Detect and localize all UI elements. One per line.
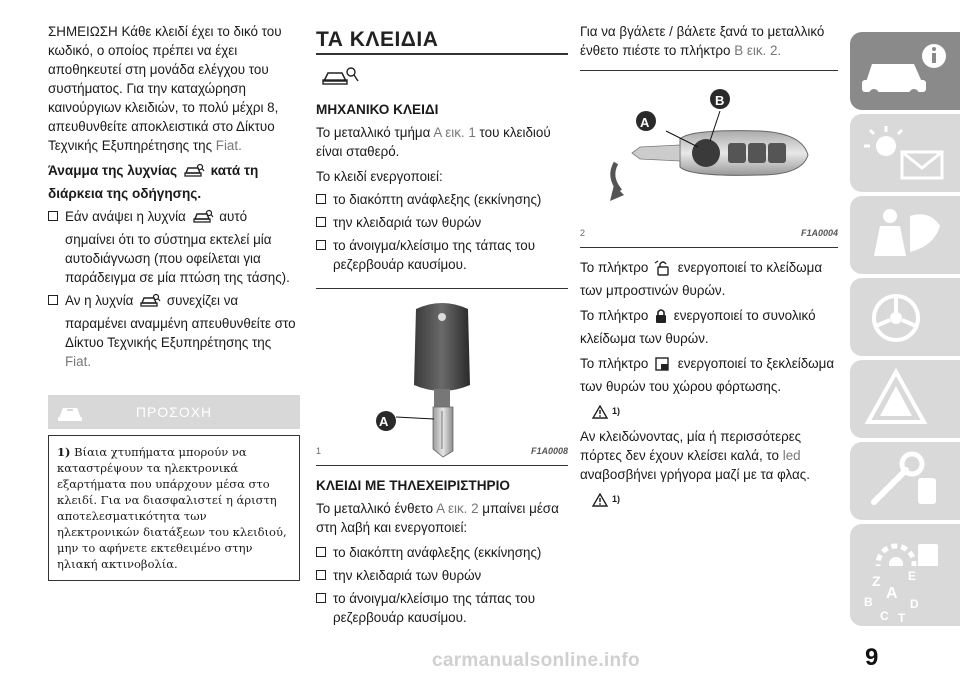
figure-2-label-a: A xyxy=(640,115,650,130)
figure-2-caption xyxy=(580,224,838,243)
figure-2-remote-key xyxy=(580,70,838,248)
svg-text:D: D xyxy=(910,597,919,611)
btn2-b: ενεργοποιεί το συνολικό κλείδωμα των θυρών. xyxy=(580,308,816,346)
led-paragraph xyxy=(580,427,838,484)
col3-p2-a: Αν κλειδώνοντας, μία ή περισσότερες πόρτες δεν έχουν κλείσει καλά, το xyxy=(580,429,802,463)
column-left xyxy=(48,22,300,581)
cargo-unlock-icon xyxy=(654,356,672,377)
note-paragraph xyxy=(48,22,300,155)
checkbox-bullet-icon xyxy=(316,570,326,580)
column-middle xyxy=(316,22,568,631)
warning-text: Βίαια χτυπήματα μπορούν να καταστρέψουν τα ηλεκτρονικά εξαρτήματα που υπάρχουν μέσα στο κλειδί. Για να διασφαλιστεί η άριστη αποτελεσματικότητα των ηλεκτρονικών διατάξεων του κλειδιού, μην το αφήνετε εκτεθειμένο στην ηλιακή ακτινοβολία. xyxy=(57,445,287,571)
tab-safety[interactable] xyxy=(850,196,960,274)
maintenance-icon xyxy=(850,442,960,520)
lamp-heading xyxy=(48,161,300,203)
mechanical-key-illustration xyxy=(316,289,568,467)
lamp-bullet-2-text xyxy=(65,291,300,371)
note-text: Κάθε κλειδί έχει το δικό του κωδικό, ο οποίος πρέπει να έχει αποθηκευτεί στη μονάδα ελέγχου του συστήματος. Για την καταχώρηση καινούργιων κλειδιών, το πολύ μέχρι 8, απευθυνθείτε αποκλειστικά στο Δίκτυο Τεχνικής Εξυπηρέτησης της xyxy=(48,24,282,153)
btn1-b: ενεργοποιεί το κλείδωμα των μπροστινών θυρών. xyxy=(580,260,823,298)
mech-item-text: το άνοιγμα/κλείσιμο της τάπας του ρεζερβουάρ καυσίμου. xyxy=(333,238,536,272)
watermark-text: carmanualsonline.info xyxy=(432,650,640,671)
mechanical-key-paragraph-1 xyxy=(316,123,568,161)
warning-reference-2 xyxy=(592,490,838,509)
warning-number: 1) xyxy=(57,445,71,459)
remote-key-heading: ΚΛΕΙΔΙ ΜΕ ΤΗΛΕΧΕΙΡΙΣΤΗΡΙΟ xyxy=(316,478,510,493)
btn2-a: Το πλήκτρο xyxy=(580,308,649,323)
key-section-icon xyxy=(320,65,568,92)
button-front-doors-paragraph xyxy=(580,258,838,300)
tab-emergency[interactable] xyxy=(850,360,960,438)
figure-2-label-b: B xyxy=(715,93,725,108)
col3-p1-figure-ref: Β εικ. 2. xyxy=(734,43,782,58)
lamp-bullet-2-part-a: Αν η λυχνία xyxy=(65,293,134,308)
svg-text:C: C xyxy=(880,609,889,623)
warning-reference-1 xyxy=(592,402,838,421)
chapter-sidebar xyxy=(850,0,960,678)
warning-triangle-icon xyxy=(592,493,608,507)
figure-2-code: F1A0004 xyxy=(800,228,838,238)
remote-key-paragraph-1 xyxy=(316,499,568,537)
tab-dashboard-lights[interactable] xyxy=(850,114,960,192)
svg-text:E: E xyxy=(908,569,917,583)
figure-1-number: 1 xyxy=(316,446,322,456)
figure-1-code: F1A0008 xyxy=(530,446,568,456)
immobilizer-car-key-icon xyxy=(192,209,214,230)
mech-p1-a: Το μεταλλικό τμήμα xyxy=(316,125,431,140)
col3-p1-a: Για να βγάλετε / βάλετε ξανά το μεταλλικό ένθετο πιέστε το πλήκτρο xyxy=(580,24,825,58)
section-title: ΤΑ ΚΛΕΙΔΙΑ xyxy=(316,30,568,55)
checkbox-bullet-icon xyxy=(48,295,58,305)
checkbox-bullet-icon xyxy=(316,217,326,227)
remote-p1-b: μπαίνει μέσα στη λαβή και ενεργοποιεί: xyxy=(316,501,559,535)
remote-item-1 xyxy=(316,543,568,562)
lamp-heading-part-a: Άναμμα της λυχνίας xyxy=(48,163,178,178)
lamp-bullet-1-part-a: Εάν ανάψει η λυχνία xyxy=(65,209,186,224)
immobilizer-car-key-icon xyxy=(139,293,161,314)
figure-2-number: 2 xyxy=(580,228,586,238)
warning-header-bar xyxy=(48,395,300,429)
warning-reference-2-text: 1) xyxy=(612,494,621,504)
safety-icon xyxy=(850,196,960,274)
lock-icon xyxy=(654,308,668,329)
page-number: 9 xyxy=(865,644,879,671)
checkbox-bullet-icon xyxy=(316,593,326,603)
lamp-heading-part-b: κατά τη διάρκεια της οδήγησης. xyxy=(48,163,259,201)
mech-item-text: το διακόπτη ανάφλεξης (εκκίνησης) xyxy=(333,192,542,207)
mech-item-3 xyxy=(316,236,568,274)
col3-p2-led: led xyxy=(782,448,801,463)
mech-item-1 xyxy=(316,190,568,209)
remote-item-2 xyxy=(316,566,568,585)
checkbox-bullet-icon xyxy=(316,547,326,557)
column-right xyxy=(580,22,838,515)
figure-1-caption xyxy=(316,442,568,461)
svg-text:T: T xyxy=(898,611,906,625)
figure-1-mechanical-key xyxy=(316,288,568,466)
alphabet-index-icon xyxy=(850,566,960,626)
mech-item-text: την κλειδαριά των θυρών xyxy=(333,215,482,230)
starting-driving-icon xyxy=(850,278,960,356)
tab-maintenance[interactable] xyxy=(850,442,960,520)
note-label: ΣΗΜΕΙΩΣΗ xyxy=(48,24,118,39)
dashboard-lights-icon xyxy=(850,114,960,192)
remote-p1-a: Το μεταλλικό ένθετο xyxy=(316,501,434,516)
btn3-a: Το πλήκτρο xyxy=(580,356,649,371)
svg-text:A: A xyxy=(886,585,898,602)
mechanical-key-paragraph-2: Το κλειδί ενεργοποιεί: xyxy=(316,169,443,184)
lamp-bullet-2-part-b: συνεχίζει να παραμένει αναμμένη απευθυνθείτε στο Δίκτυο Τεχνικής Εξυπηρέτησης της xyxy=(65,293,296,350)
button-all-doors-paragraph xyxy=(580,306,838,348)
immobilizer-car-key-icon xyxy=(183,163,205,184)
lamp-bullet-1-text xyxy=(65,207,300,287)
svg-text:Z: Z xyxy=(872,573,881,589)
remote-item-text: το άνοιγμα/κλείσιμο της τάπας του ρεζερβουάρ καυσίμου. xyxy=(333,591,536,625)
remote-item-text: το διακόπτη ανάφλεξης (εκκίνησης) xyxy=(333,545,542,560)
checkbox-bullet-icon xyxy=(316,240,326,250)
tab-starting-driving[interactable] xyxy=(850,278,960,356)
checkbox-bullet-icon xyxy=(48,211,58,221)
car-info-icon xyxy=(850,32,960,110)
unlock-front-doors-icon xyxy=(654,260,672,281)
remote-item-3 xyxy=(316,589,568,627)
note-fiat: Fiat. xyxy=(215,138,242,153)
svg-text:B: B xyxy=(864,595,873,609)
emergency-icon xyxy=(850,360,960,438)
tab-index[interactable] xyxy=(850,566,960,626)
mechanical-key-heading: ΜΗΧΑΝΙΚΟ ΚΛΕΙΔΙ xyxy=(316,102,439,117)
lamp-bullet-1-part-b: αυτό σημαίνει ότι το σύστημα εκτελεί μία αυτοδιάγνωση (που οφείλεται για παράδειγμα σε μία πτώση της τάσης). xyxy=(65,209,290,285)
warning-header-label: ΠΡΟΣΟΧΗ xyxy=(135,404,213,420)
lamp-bullet-2-fiat: Fiat. xyxy=(65,354,92,369)
warning-box xyxy=(48,435,300,581)
mech-p1-figure-ref: Α εικ. 1 xyxy=(433,125,476,140)
mech-p1-b: του κλειδιού είναι σταθερό. xyxy=(316,125,551,159)
remote-item-text: την κλειδαριά των θυρών xyxy=(333,568,482,583)
mech-item-2 xyxy=(316,213,568,232)
button-cargo-paragraph xyxy=(580,354,838,396)
lamp-bullet-2 xyxy=(48,291,300,371)
btn3-b: ενεργοποιεί το ξεκλείδωμα των θυρών του χώρου φόρτωσης. xyxy=(580,356,835,394)
btn1-a: Το πλήκτρο xyxy=(580,260,649,275)
lamp-bullet-1 xyxy=(48,207,300,287)
remote-p1-figure-ref: Α εικ. 2 xyxy=(436,501,479,516)
remove-insert-paragraph xyxy=(580,22,838,60)
tab-vehicle-info[interactable] xyxy=(850,32,960,110)
checkbox-bullet-icon xyxy=(316,194,326,204)
warning-reference-1-text: 1) xyxy=(612,406,621,416)
figure-1-label-a: A xyxy=(379,414,389,429)
col3-p2-b: αναβοσβήνει γρήγορα μαζί με τα φλας. xyxy=(580,467,810,482)
warning-triangle-icon xyxy=(592,405,608,419)
remote-key-illustration xyxy=(580,71,838,249)
